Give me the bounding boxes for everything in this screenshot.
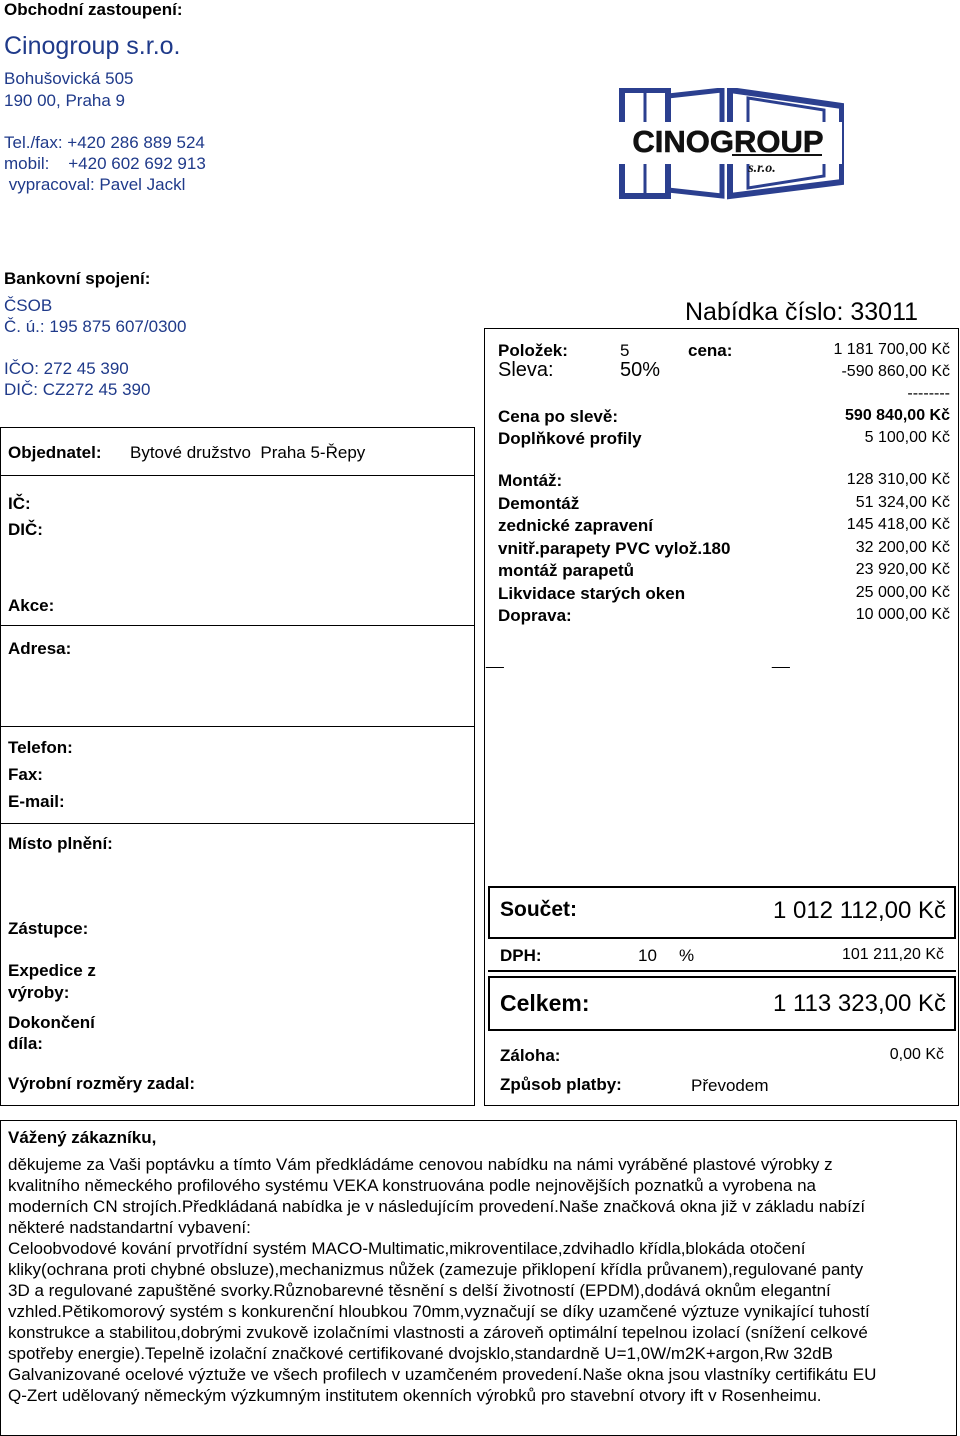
offer-title: Nabídka číslo: 33011: [685, 298, 919, 326]
discount-label: Sleva:: [498, 359, 554, 381]
offer-line-label: Montáž:: [498, 471, 563, 490]
after-discount-label: Cena po slevě:: [498, 407, 618, 426]
price-label: cena:: [688, 341, 733, 360]
extra-profiles-label: Doplňkové profily: [498, 429, 642, 448]
section-label: Obchodní zastoupení:: [4, 0, 183, 19]
fax-label: Fax:: [8, 765, 43, 784]
vat-pct-sign: %: [679, 946, 695, 965]
offer-line-value: 51 324,00 Kč: [855, 493, 950, 511]
discount-pct: 50%: [620, 359, 661, 381]
dispatch-label: výroby:: [8, 983, 70, 1002]
offer-line-label: Likvidace starých oken: [498, 583, 686, 603]
sum-label: Součet:: [500, 898, 578, 921]
phone-label: Telefon:: [8, 738, 73, 757]
offer-line-label: Doprava:: [498, 606, 572, 625]
payment-value: Převodem: [691, 1076, 769, 1095]
bank-name: ČSOB: [4, 296, 53, 315]
offer-line-value: 32 200,00 Kč: [855, 538, 950, 556]
price-value: 1 181 700,00 Kč: [833, 341, 950, 358]
divider: [488, 970, 956, 972]
offer-line-value: 145 418,00 Kč: [846, 516, 950, 533]
letter-line: vzhled.Pětikomorový systém s konkurenční hloubkou 70mm,vyznačují se díky uzamčené výztuze vynikající tuhostí: [8, 1302, 870, 1321]
offer-line-value: 10 000,00 Kč: [855, 606, 950, 623]
offer-line-value: 23 920,00 Kč: [855, 561, 950, 578]
sum-value: 1 012 112,00 Kč: [772, 897, 946, 924]
dash-mark: __: [772, 652, 790, 669]
dispatch-label: Expedice z: [8, 961, 96, 980]
total-value: 1 113 323,00 Kč: [772, 990, 946, 1017]
company-phone: Tel./fax: +420 286 889 524: [4, 133, 205, 152]
offer-line-value: 128 310,00 Kč: [846, 471, 950, 488]
divider: [0, 726, 475, 727]
offer-line-value: 25 000,00 Kč: [855, 583, 950, 601]
divider: [0, 625, 475, 626]
ic-label: IČ:: [8, 494, 31, 513]
offer-line-label: zednické zapravení: [498, 516, 653, 535]
letter-line: kvalitního německého profilového systému VEKA konstruována podle nejnovějších poznatků a vyrobena na: [8, 1176, 816, 1195]
dimensions-label: Výrobní rozměry zadal:: [8, 1074, 196, 1093]
offer-line-label: Demontáž: [498, 493, 580, 513]
offer-line-label: vnitř.parapety PVC vylož.180: [498, 538, 731, 558]
orderer-value: Bytové družstvo Praha 5-Řepy: [130, 443, 366, 462]
divider: [0, 475, 475, 476]
client-box: [0, 427, 475, 1106]
prepared-by: vypracoval: Pavel Jackl: [4, 175, 186, 194]
items-label: Položek:: [498, 341, 568, 360]
discount-value: -590 860,00 Kč: [841, 363, 950, 380]
letter-line: spotřeby energie).Tepelně izolační značkové certifikované dvojsklo,standardně U=1,0W/m2K+argon,Rw 32dB: [8, 1344, 833, 1363]
letter-line: moderních CN strojích.Předkládaná nabídka je v následujícím provedení.Naše značková okna již v základu nabízí: [8, 1197, 866, 1216]
company-mobile: mobil: +420 602 692 913: [4, 154, 206, 173]
vat-value: 101 211,20 Kč: [841, 946, 944, 963]
place-label: Místo plnění:: [8, 834, 113, 853]
letter-line: konstrukce a stabilitou,dobrými zvukově izolačními vlastnosti a zároveň optimální tepelnou izolací (snížení celkové: [8, 1323, 868, 1342]
offer-line-label: montáž parapetů: [498, 561, 635, 580]
rep-label: Zástupce:: [8, 919, 89, 938]
deposit-value: 0,00 Kč: [889, 1046, 944, 1063]
deposit-label: Záloha:: [500, 1046, 561, 1065]
action-label: Akce:: [8, 596, 55, 615]
extra-profiles-value: 5 100,00 Kč: [864, 429, 950, 446]
letter-line: 3D a regulované zapuštěné svorky.Různobarevné těsnění s delší životností (EPDM),dodává oknům elegantní: [8, 1281, 831, 1300]
company-dic: DIČ: CZ272 45 390: [4, 380, 151, 399]
company-logo: [612, 88, 844, 200]
company-ico: IČO: 272 45 390: [4, 359, 129, 378]
company-street: Bohušovická 505: [4, 69, 134, 88]
after-discount-value: 590 840,00 Kč: [845, 407, 950, 424]
dic-label: DIČ:: [8, 520, 43, 539]
letter-greeting: Vážený zákazníku,: [8, 1128, 157, 1147]
completion-label: díla:: [8, 1034, 43, 1053]
divider: [0, 823, 475, 824]
company-city: 190 00, Praha 9: [4, 91, 125, 110]
separator: --------: [907, 385, 950, 402]
logo-word: CINOGROUP: [632, 124, 824, 159]
total-label: Celkem:: [500, 990, 590, 1016]
letter-line: Galvanizované ocelové výztuže ve všech profilech v uzamčeném provedení.Naše okna jsou vlastníky certifikátu EU: [8, 1365, 877, 1384]
letter-line: některé nadstandartní vybavení:: [8, 1218, 251, 1237]
logo-sub: s.r.o.: [748, 161, 776, 176]
letter-line: Celoobvodové kování prvotřídní systém MACO-Multimatic,mikroventilace,zdvihadlo křídla,blokáda otočení: [8, 1239, 806, 1258]
items-count: 5: [620, 341, 630, 360]
bank-label: Bankovní spojení:: [4, 269, 151, 288]
company-name: Cinogroup s.r.o.: [4, 32, 181, 60]
bank-account: Č. ú.: 195 875 607/0300: [4, 317, 187, 336]
address-label: Adresa:: [8, 639, 72, 658]
vat-label: DPH:: [500, 946, 542, 965]
letter-line: děkujeme za Vaši poptávku a tímto Vám předkládáme cenovou nabídku na námi vyráběné plastové výrobky z: [8, 1155, 833, 1174]
email-label: E-mail:: [8, 792, 65, 811]
letter-line: Q-Zert udělovaný německým výzkumným institutem okenních výrobků pro stavební otvory ift v Rosenheimu.: [8, 1386, 822, 1405]
completion-label: Dokončení: [8, 1013, 95, 1032]
orderer-label: Objednatel:: [8, 443, 102, 462]
letter-line: kliky(ochrana proti chybné obsluze),mechanizmus nůžek (zamezuje přiklopení křídla průvanem),regulované panty: [8, 1260, 864, 1279]
vat-rate: 10: [638, 946, 657, 965]
dash-mark: __: [486, 652, 504, 669]
payment-label: Způsob platby:: [500, 1075, 622, 1094]
